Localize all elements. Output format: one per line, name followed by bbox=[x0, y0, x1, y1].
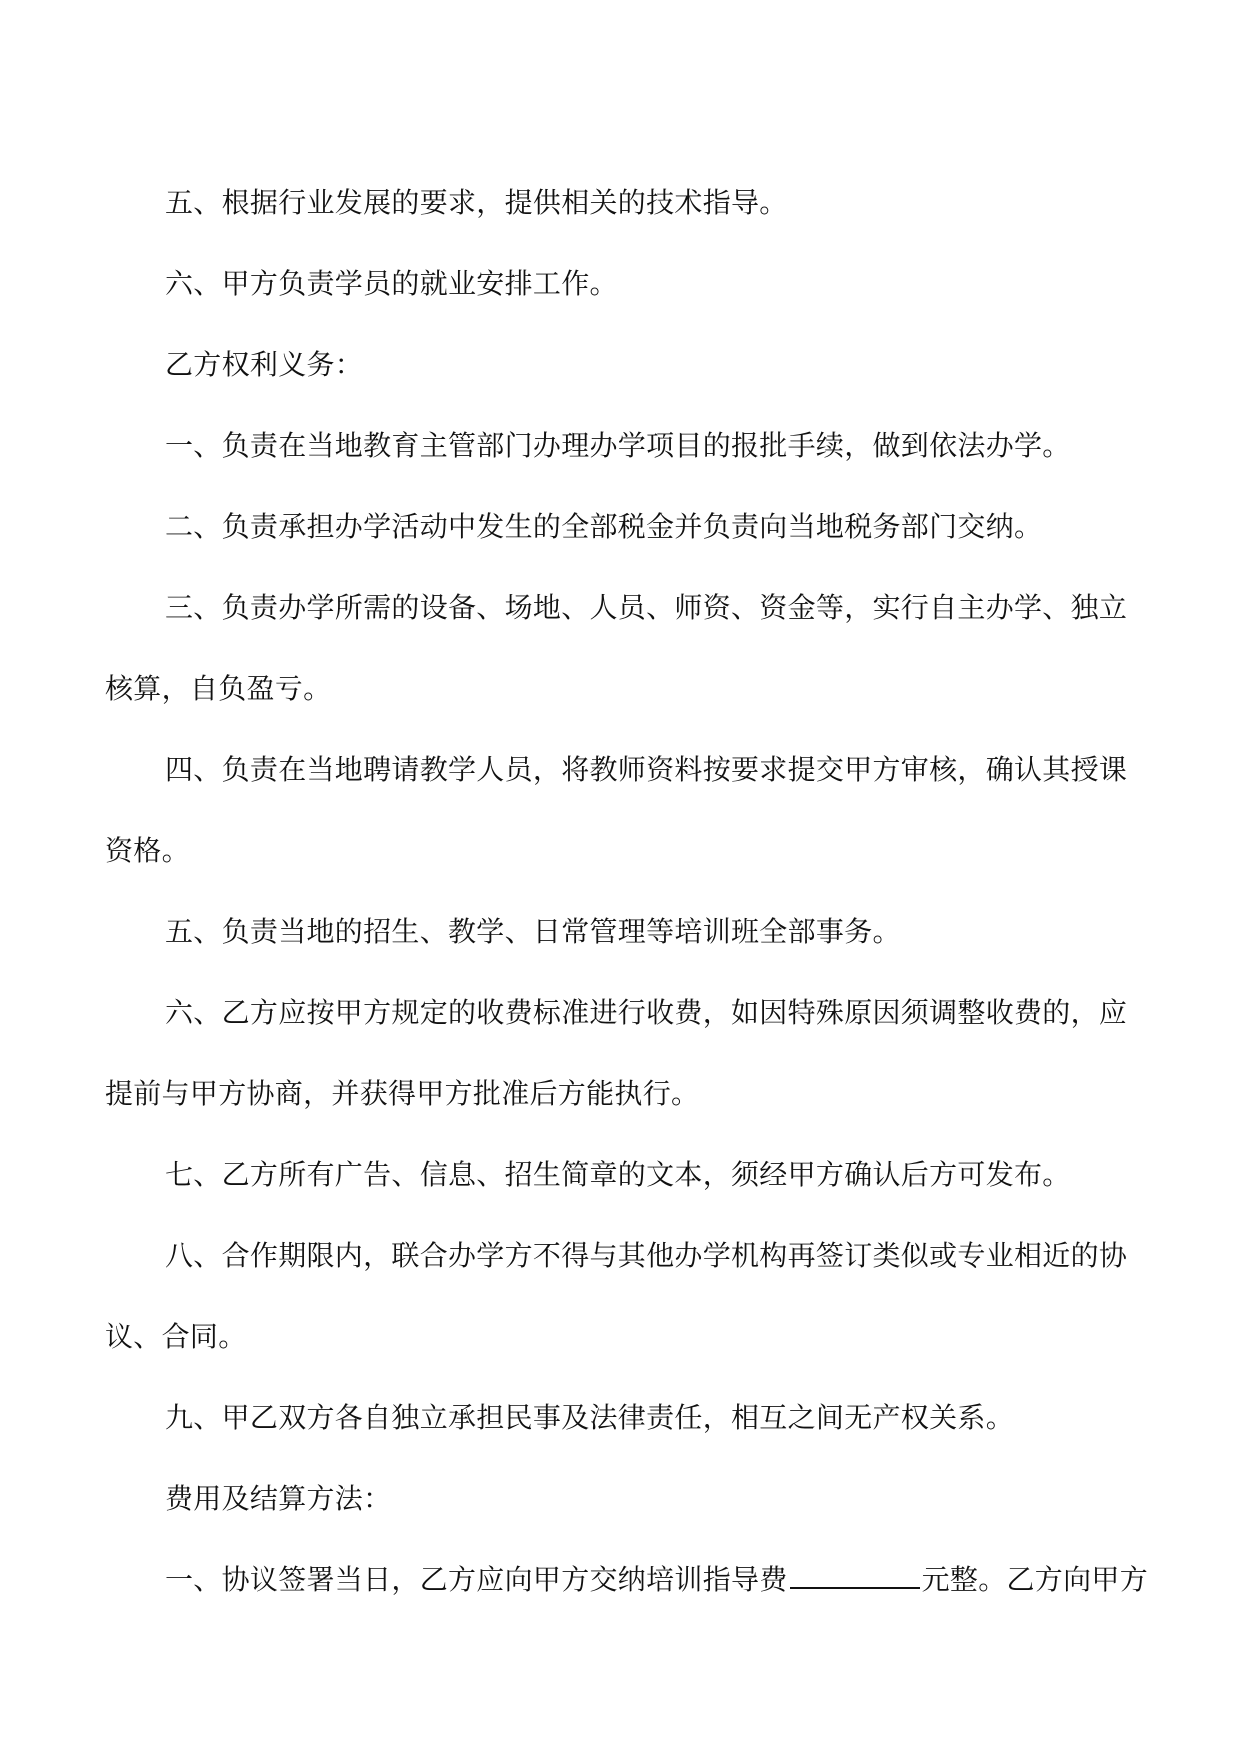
paragraph-continuation: 议、合同。 bbox=[105, 1320, 247, 1353]
section-heading: 费用及结算方法： bbox=[165, 1482, 392, 1515]
section-heading: 乙方权利义务： bbox=[165, 348, 364, 381]
paragraph-line: 六、乙方应按甲方规定的收费标准进行收费，如因特殊原因须调整收费的，应 bbox=[165, 996, 1128, 1029]
paragraph-line: 六、甲方负责学员的就业安排工作。 bbox=[165, 267, 618, 300]
fee-amount-blank bbox=[790, 1561, 920, 1589]
paragraph-line: 四、负责在当地聘请教学人员，将教师资料按要求提交甲方审核，确认其授课 bbox=[165, 753, 1128, 786]
paragraph-continuation: 提前与甲方协商，并获得甲方批准后方能执行。 bbox=[105, 1077, 700, 1110]
paragraph-line: 五、负责当地的招生、教学、日常管理等培训班全部事务。 bbox=[165, 915, 901, 948]
paragraph-line: 五、根据行业发展的要求，提供相关的技术指导。 bbox=[165, 186, 788, 219]
fee-text-before: 一、协议签署当日，乙方应向甲方交纳培训指导费 bbox=[165, 1563, 788, 1596]
fee-text-after: 元整。乙方向甲方 bbox=[921, 1563, 1149, 1596]
paragraph-line: 九、甲乙双方各自独立承担民事及法律责任，相互之间无产权关系。 bbox=[165, 1401, 1015, 1434]
paragraph-line: 一、负责在当地教育主管部门办理办学项目的报批手续，做到依法办学。 bbox=[165, 429, 1071, 462]
paragraph-line: 八、合作期限内，联合办学方不得与其他办学机构再签订类似或专业相近的协 bbox=[165, 1239, 1128, 1272]
paragraph-continuation: 核算，自负盈亏。 bbox=[105, 672, 332, 705]
paragraph-continuation: 资格。 bbox=[105, 834, 190, 867]
paragraph-line: 七、乙方所有广告、信息、招生简章的文本，须经甲方确认后方可发布。 bbox=[165, 1158, 1071, 1191]
paragraph-line: 二、负责承担办学活动中发生的全部税金并负责向当地税务部门交纳。 bbox=[165, 510, 1043, 543]
paragraph-line: 三、负责办学所需的设备、场地、人员、师资、资金等，实行自主办学、独立 bbox=[165, 591, 1128, 624]
paragraph-line-with-blank bbox=[105, 1539, 1149, 1620]
